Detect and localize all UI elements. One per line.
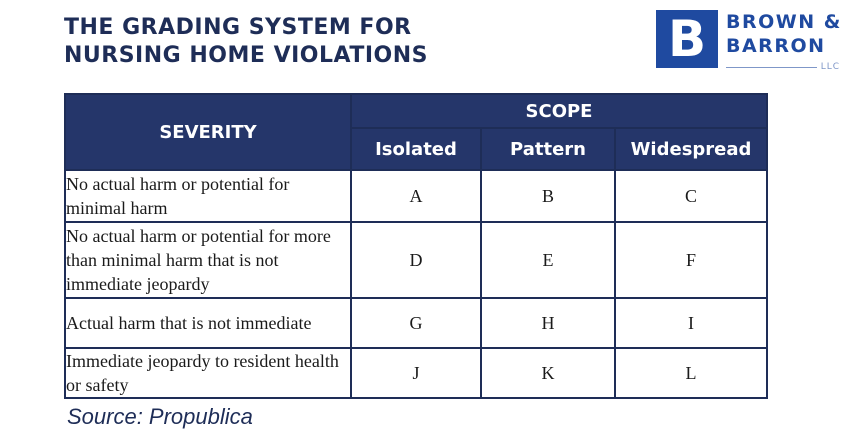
- logo-line-2: BARRON: [726, 35, 826, 57]
- logo-line-1: BROWN &: [726, 11, 842, 33]
- page-title: [64, 14, 428, 70]
- logo-llc: [726, 60, 840, 74]
- grade-cell: A: [351, 170, 481, 222]
- source-caption: Source: Propublica: [67, 404, 253, 429]
- logo-wordmark: [726, 10, 842, 58]
- grade-cell: D: [351, 222, 481, 298]
- table-row: [65, 222, 767, 298]
- table-row: [65, 170, 767, 222]
- severity-cell: No actual harm or potential for more than minimal harm that is not immediate jeopardy: [65, 222, 351, 298]
- scope-header: SCOPE: [351, 94, 767, 128]
- logo-suffix: LLC: [820, 62, 840, 72]
- table-row: [65, 348, 767, 398]
- column-header-pattern: Pattern: [481, 128, 615, 170]
- title-line-2: NURSING HOME VIOLATIONS: [64, 43, 428, 68]
- column-header-widespread: Widespread: [615, 128, 767, 170]
- grade-cell: F: [615, 222, 767, 298]
- grading-table: [64, 93, 768, 399]
- grade-cell: C: [615, 170, 767, 222]
- brown-barron-logo: [656, 10, 842, 72]
- table-row: [65, 298, 767, 348]
- grade-cell: K: [481, 348, 615, 398]
- grade-cell: L: [615, 348, 767, 398]
- grade-cell: G: [351, 298, 481, 348]
- severity-cell: No actual harm or potential for minimal harm: [65, 170, 351, 222]
- severity-cell: Actual harm that is not immediate: [65, 298, 351, 348]
- column-header-isolated: Isolated: [351, 128, 481, 170]
- grade-cell: B: [481, 170, 615, 222]
- severity-header: SEVERITY: [65, 94, 351, 170]
- grade-cell: E: [481, 222, 615, 298]
- grade-cell: I: [615, 298, 767, 348]
- logo-divider: [726, 67, 817, 68]
- severity-cell: Immediate jeopardy to resident health or safety: [65, 348, 351, 398]
- logo-mark: B: [656, 10, 718, 68]
- grade-cell: J: [351, 348, 481, 398]
- title-line-1: THE GRADING SYSTEM FOR: [64, 15, 412, 40]
- grade-cell: H: [481, 298, 615, 348]
